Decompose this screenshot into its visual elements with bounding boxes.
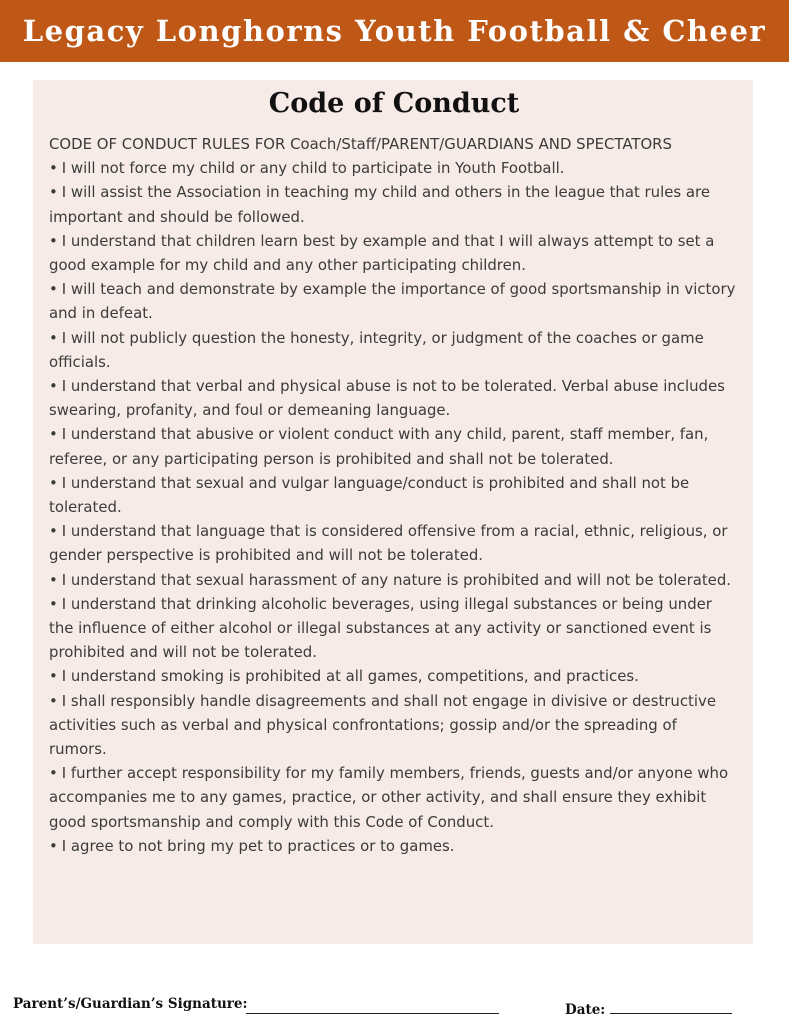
rule-text: I understand that sexual harassment of any nature is prohibited and will not be tolerated. bbox=[61, 570, 732, 589]
bullet-marker: • bbox=[49, 473, 58, 492]
rule-item bbox=[49, 374, 739, 422]
rule-text: I will not force my child or any child to participate in Youth Football. bbox=[61, 159, 565, 178]
bullet-marker: • bbox=[49, 183, 58, 202]
bullet-marker: • bbox=[49, 522, 58, 541]
rule-item bbox=[49, 592, 739, 665]
rule-text: I understand that drinking alcoholic beverages, using illegal substances or being under the influence of either alcohol or illegal substances at any activity or sanctioned event is prohibited and will not be tolerated. bbox=[49, 594, 712, 662]
rule-item bbox=[49, 229, 739, 277]
rule-item bbox=[49, 834, 739, 858]
rule-text: I will not publicly question the honesty, integrity, or judgment of the coaches or game officials. bbox=[49, 328, 704, 371]
bullet-marker: • bbox=[49, 667, 58, 686]
rule-item bbox=[49, 422, 739, 470]
rule-text: I understand that abusive or violent conduct with any child, parent, staff member, fan, referee, or any participating person is prohibited and shall not be tolerated. bbox=[49, 425, 709, 468]
rule-item bbox=[49, 568, 739, 592]
bullet-marker: • bbox=[49, 764, 58, 783]
bullet-marker: • bbox=[49, 328, 58, 347]
bullet-marker: • bbox=[49, 836, 58, 855]
header-banner bbox=[0, 0, 789, 62]
bullet-marker: • bbox=[49, 377, 58, 396]
rule-text: I understand that verbal and physical abuse is not to be tolerated. Verbal abuse includes swearing, profanity, and foul or demeaning language. bbox=[49, 377, 725, 420]
rule-item bbox=[49, 519, 739, 567]
document-title: Code of Conduct bbox=[268, 88, 520, 119]
rule-text: I will assist the Association in teaching my child and others in the league that rules are important and should be followed. bbox=[49, 183, 710, 226]
rules-container bbox=[49, 156, 739, 858]
rule-text: I understand that children learn best by example and that I will always attempt to set a good example for my child and any other participating children. bbox=[49, 231, 715, 275]
code-of-conduct-panel bbox=[33, 80, 753, 944]
rule-item bbox=[49, 277, 739, 325]
bullet-marker: • bbox=[49, 231, 58, 250]
signature-label: Parent’s/Guardian’s Signature: bbox=[13, 996, 248, 1012]
rule-text: I further accept responsibility for my family members, friends, guests and/or anyone who accompanies me to any games, practice, or other activity, and shall ensure they exhibit good sportsmanship and comply with this Code of Conduct. bbox=[49, 764, 729, 831]
rule-item bbox=[49, 156, 739, 180]
bullet-marker: • bbox=[49, 280, 58, 299]
rule-text: I shall responsibly handle disagreements and shall not engage in divisive or destructive activities such as verbal and physical confrontations; gossip and/or the spreading of rumors. bbox=[49, 691, 716, 759]
bullet-marker: • bbox=[49, 159, 58, 178]
rules-intro: CODE OF CONDUCT RULES FOR Coach/Staff/PARENT/GUARDIANS AND SPECTATORS bbox=[49, 135, 672, 153]
rule-text: I understand that language that is considered offensive from a racial, ethnic, religious, or gender perspective is prohibited and will not be tolerated. bbox=[49, 522, 728, 565]
bullet-marker: • bbox=[49, 425, 58, 444]
rule-text: I understand that sexual and vulgar language/conduct is prohibited and shall not be tolerated. bbox=[49, 473, 690, 517]
rule-text: I understand smoking is prohibited at all games, competitions, and practices. bbox=[61, 667, 639, 686]
signature-line[interactable] bbox=[246, 1013, 499, 1014]
rule-item bbox=[49, 471, 739, 519]
bullet-marker: • bbox=[49, 691, 58, 710]
rules-list bbox=[49, 132, 739, 858]
rule-item bbox=[49, 180, 739, 228]
rule-text: I will teach and demonstrate by example the importance of good sportsmanship in victory and in defeat. bbox=[49, 280, 736, 323]
bullet-marker: • bbox=[49, 594, 58, 613]
rule-item bbox=[49, 761, 739, 834]
date-line[interactable] bbox=[610, 1013, 732, 1014]
date-label: Date: bbox=[565, 1002, 606, 1018]
rule-item bbox=[49, 664, 739, 688]
signature-row bbox=[0, 992, 789, 1018]
rule-text: I agree to not bring my pet to practices or to games. bbox=[61, 836, 455, 855]
rule-item bbox=[49, 326, 739, 374]
bullet-marker: • bbox=[49, 570, 58, 589]
organization-title: Legacy Longhorns Youth Football & Cheer bbox=[22, 14, 767, 48]
rule-item bbox=[49, 689, 739, 762]
